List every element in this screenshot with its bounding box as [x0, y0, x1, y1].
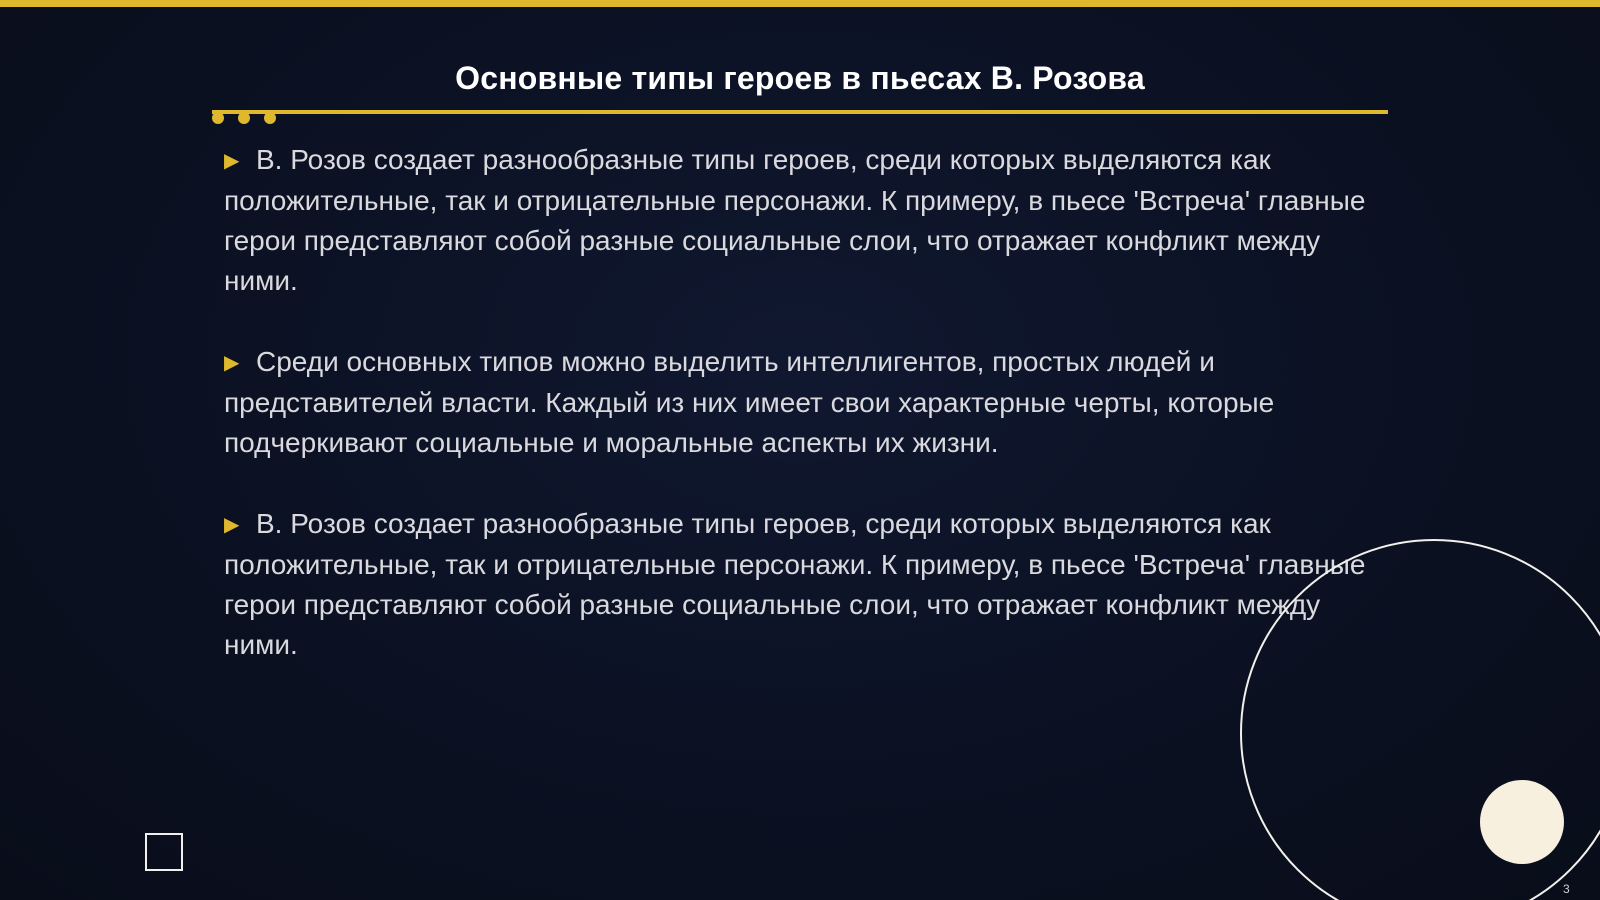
play-triangle-icon: ▶ [224, 150, 240, 172]
play-triangle-icon: ▶ [224, 514, 240, 536]
dot-3 [264, 112, 276, 124]
dot-1 [212, 112, 224, 124]
title-underline [212, 110, 1388, 114]
bullet-item-3 [224, 504, 1374, 665]
decorative-square [145, 833, 183, 871]
bullet-text-1: В. Розов создает разнообразные типы героев, среди которых выделяются как положительные, так и отрицательные персонажи. К примеру, в пьесе 'Встреча' главные герои представляют собой разные социальные слои, что отражает конфликт между ними. [224, 144, 1366, 296]
page-number: 3 [1563, 882, 1570, 896]
slide-title: Основные типы героев в пьесах В. Розова [455, 60, 1145, 96]
play-triangle-icon: ▶ [224, 352, 240, 374]
dot-2 [238, 112, 250, 124]
bullet-text-2: Среди основных типов можно выделить интеллигентов, простых людей и представителей власти. Каждый из них имеет свои характерные черты, которые подчеркивают социальные и моральные аспекты их жизни. [224, 346, 1275, 458]
title-dots [212, 112, 276, 126]
bullet-item-2 [224, 342, 1374, 463]
bullet-item-1 [224, 140, 1374, 301]
bullet-list [224, 140, 1374, 706]
top-accent-bar [0, 0, 1600, 7]
decorative-filled-circle [1480, 780, 1564, 864]
bullet-text-3: В. Розов создает разнообразные типы героев, среди которых выделяются как положительные, так и отрицательные персонажи. К примеру, в пьесе 'Встреча' главные герои представляют собой разные социальные слои, что отражает конфликт между ними. [224, 508, 1366, 660]
